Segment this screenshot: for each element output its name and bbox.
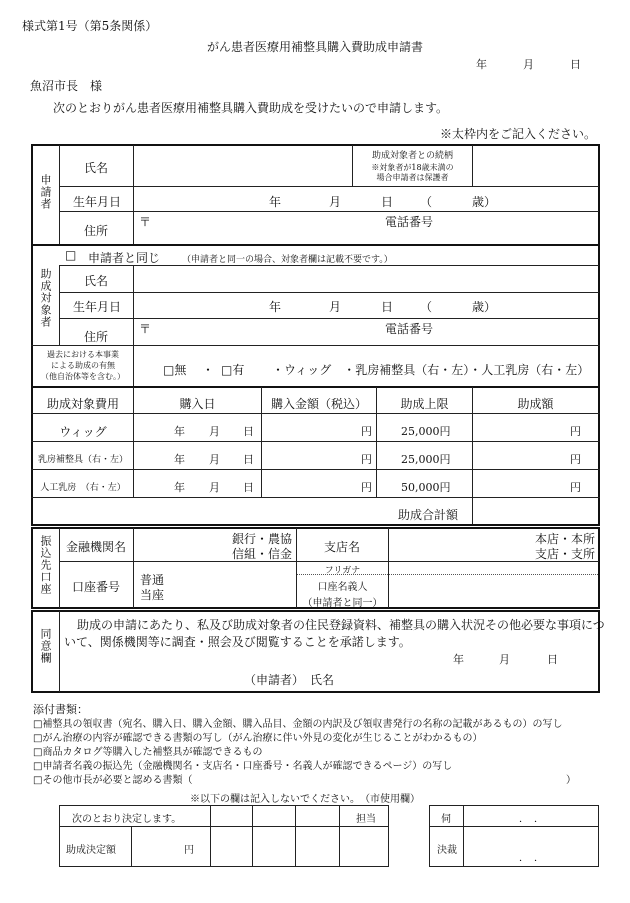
past-aid-none-checkbox[interactable]: □無 <box>163 363 187 377</box>
holder-label: 口座名義人 <box>317 582 368 593</box>
inquiry-label: 伺 <box>441 814 451 825</box>
account-number-label: 口座番号 <box>72 580 121 594</box>
decision-label: 次のとおり決定します。 <box>72 814 182 825</box>
cost-header-date: 購入日 <box>179 397 216 411</box>
cost-row-year: 年 <box>174 481 185 494</box>
header-year: 年 <box>476 58 487 71</box>
subject-dob-day: 日 <box>381 300 394 314</box>
institution-label: 金融機関名 <box>66 540 127 554</box>
past-aid-yes-checkbox[interactable]: □有 <box>221 363 245 377</box>
inquiry-date: ． ． <box>519 814 544 825</box>
consent-section-label: 同意欄 <box>39 628 52 664</box>
branch-types-2: 支店・支所 <box>535 547 596 561</box>
cost-row-limit: 25,000円 <box>401 453 451 466</box>
same-as-applicant-checkbox[interactable]: □ <box>65 248 77 262</box>
in-charge-label: 担当 <box>356 814 376 825</box>
header-month: 月 <box>523 58 534 71</box>
bank-section-label: 振込先口座 <box>39 535 52 595</box>
consent-year: 年 <box>453 653 464 666</box>
applicant-age-open: （ <box>420 195 433 209</box>
same-as-applicant-label: 申請者と同じ <box>88 251 161 265</box>
past-aid-label-1: 過去における本事業 <box>47 350 119 359</box>
institution-types-1: 銀行・農協 <box>232 532 293 546</box>
furigana-label: フリガナ <box>324 566 361 576</box>
form-number: 様式第1号（第5条関係） <box>22 19 158 33</box>
branch-types-1: 本店・本所 <box>535 532 596 546</box>
cost-header-limit: 助成上限 <box>400 397 449 411</box>
account-type-2: 当座 <box>140 588 165 602</box>
relation-field[interactable] <box>474 148 596 184</box>
cost-row-day: 日 <box>243 481 254 494</box>
subject-name-field[interactable] <box>135 268 595 290</box>
decided-amount-label: 助成決定額 <box>66 845 116 856</box>
relation-note-1: ※対象者が18歳未満の <box>371 163 454 172</box>
account-type-1: 普通 <box>140 573 165 587</box>
subject-dob-year: 年 <box>269 300 282 314</box>
same-as-applicant-note: （申請者と同一の場合、対象者欄は記載不要です。） <box>182 255 393 265</box>
subject-age: 歳） <box>472 300 497 314</box>
header-day: 日 <box>570 58 581 71</box>
applicant-address-label: 住所 <box>84 224 109 238</box>
applicant-address-field[interactable] <box>135 226 595 242</box>
attachment-item[interactable]: □申請者名義の振込先（金融機関名・支店名・口座番号・名義人が確認できるページ）の写し <box>33 761 453 772</box>
total-aid-label: 助成合計額 <box>398 508 459 522</box>
addressee: 魚沼市長 様 <box>30 79 103 93</box>
subject-dob-label: 生年月日 <box>73 300 122 314</box>
cost-row-limit: 50,000円 <box>401 481 451 494</box>
applicant-phone-label: 電話番号 <box>385 215 434 229</box>
past-aid-label-2: による助成の有無 <box>51 361 115 370</box>
cost-row-aid-yen: 円 <box>570 425 581 438</box>
subject-dob-month: 月 <box>329 300 342 314</box>
branch-label: 支店名 <box>324 540 361 554</box>
attachment-item[interactable]: □商品カタログ等購入した補整具が確認できるもの <box>33 747 263 758</box>
consent-text-1: 助成の申請にあたり、私及び助成対象者の住民登録資料、補整具の購入状況その他必要な事項につ <box>77 618 605 632</box>
attachment-item[interactable]: □がん治療の内容が確認できる書類の写し（がん治療に伴い外見の変化が生じることがわかるもの） <box>33 733 483 744</box>
applicant-dob-day: 日 <box>381 195 394 209</box>
cost-row-yen: 円 <box>361 453 372 466</box>
fill-note: ※太枠内をご記入ください。 <box>440 127 597 141</box>
subject-name-label: 氏名 <box>84 274 109 288</box>
cost-row-aid-yen: 円 <box>570 481 581 494</box>
applicant-age: 歳） <box>472 195 497 209</box>
cost-row-day: 日 <box>243 425 254 438</box>
cost-row-month: 月 <box>209 425 220 438</box>
cost-row-aid-yen: 円 <box>570 453 581 466</box>
approval-label: 決裁 <box>437 845 457 856</box>
cost-row-month: 月 <box>209 481 220 494</box>
past-aid-items: ・ウィッグ ・乳房補整具（右・左）・人工乳房（右・左） <box>272 363 590 377</box>
consent-month: 月 <box>499 653 510 666</box>
decided-amount-yen: 円 <box>184 845 194 856</box>
past-aid-separator: ・ <box>202 363 215 377</box>
form-title: がん患者医療用補整具購入費助成申請書 <box>207 40 424 54</box>
attachment-close-paren: ） <box>566 775 576 786</box>
cost-row-item: ウィッグ <box>59 425 107 439</box>
cost-row-day: 日 <box>243 453 254 466</box>
holder-note: （申請者と同一） <box>302 598 383 609</box>
subject-address-label: 住所 <box>84 330 109 344</box>
consent-signer: （申請者） 氏名 <box>244 673 335 687</box>
attachment-item[interactable]: □補整具の領収書（宛名、購入日、購入金額、購入品目、金額の内訳及び領収書発行の名称の記載があるもの）の写し <box>33 719 563 730</box>
past-aid-label-3: （他自治体等を含む。） <box>41 372 125 381</box>
attachments-title: 添付書類： <box>33 703 88 716</box>
cost-row-year: 年 <box>174 425 185 438</box>
cost-row-item: 乳房補整具（右・左） <box>37 455 128 465</box>
applicant-dob-month: 月 <box>329 195 342 209</box>
cost-header-item: 助成対象費用 <box>46 397 119 411</box>
subject-section-label: 助成対象者 <box>39 268 52 328</box>
intro-text: 次のとおりがん患者医療用補整具購入費助成を受けたいので申請します。 <box>53 101 449 115</box>
account-holder-field[interactable] <box>390 576 596 606</box>
applicant-section-label: 申請者 <box>39 174 52 210</box>
attachment-item[interactable]: □その他市長が必要と認める書類（ <box>33 775 193 786</box>
relation-note-2: 場合申請者は保護者 <box>376 173 449 182</box>
subject-postal-mark: 〒 <box>139 322 152 336</box>
applicant-name-field[interactable] <box>135 148 350 184</box>
applicant-dob-year: 年 <box>269 195 282 209</box>
cost-row-limit: 25,000円 <box>401 425 451 438</box>
applicant-postal-mark: 〒 <box>139 215 152 229</box>
cost-row-month: 月 <box>209 453 220 466</box>
consent-text-2: いて、関係機関等に調査・照会及び閲覧することを承諾します。 <box>64 635 411 649</box>
cost-row-item: 人工乳房 （右・左） <box>40 483 126 493</box>
institution-types-2: 信組・信金 <box>232 547 293 561</box>
signature-field[interactable] <box>330 668 590 688</box>
cost-header-aid: 助成額 <box>517 397 554 411</box>
subject-phone-label: 電話番号 <box>385 322 434 336</box>
approval-date: ． ． <box>519 853 544 864</box>
cost-row-yen: 円 <box>361 425 372 438</box>
applicant-dob-label: 生年月日 <box>73 195 122 209</box>
cost-header-amount: 購入金額（税込） <box>270 397 367 411</box>
cost-row-yen: 円 <box>361 481 372 494</box>
total-aid-field[interactable] <box>474 499 596 523</box>
applicant-name-label: 氏名 <box>84 161 109 175</box>
relation-label: 助成対象者との続柄 <box>371 151 453 161</box>
subject-age-open: （ <box>420 300 433 314</box>
office-use-note: ※以下の欄は記入しないでください。 （市使用欄） <box>190 794 420 805</box>
cost-row-year: 年 <box>174 453 185 466</box>
consent-day: 日 <box>547 653 558 666</box>
